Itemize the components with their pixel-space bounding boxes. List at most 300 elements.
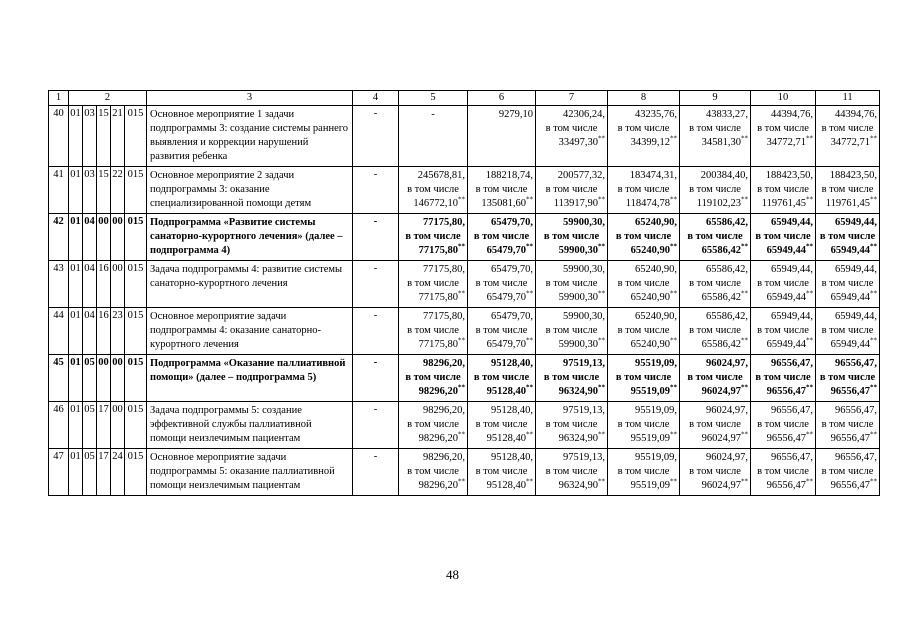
code-cell: 23: [111, 308, 125, 355]
amount-included-value: 96556,47: [766, 386, 807, 397]
amount-included-value: 65949,44: [766, 292, 807, 303]
in-total-label: в том числе: [543, 372, 600, 383]
amount-included-value: 34772,71: [766, 137, 807, 148]
in-total-label: в том числе: [407, 466, 459, 477]
amount-cell: [816, 261, 880, 308]
footnote-marker: **: [458, 289, 466, 298]
in-total-label: в том числе: [689, 466, 741, 477]
footnote-marker: **: [526, 336, 534, 345]
in-total-label: в том числе: [407, 184, 459, 195]
code-cell: 015: [125, 167, 147, 214]
amount-included: [610, 338, 677, 352]
footnote-marker: **: [526, 195, 534, 204]
footnote-marker: **: [670, 195, 678, 204]
in-total-label: в том числе: [689, 123, 741, 134]
footnote-marker: **: [670, 477, 678, 486]
in-total-label: в том числе: [821, 419, 874, 430]
amount-cell: [680, 449, 751, 496]
amount-total: 65949,44,: [835, 217, 878, 228]
footnote-marker: **: [806, 383, 814, 392]
amount-included-value: 65949,44: [766, 245, 807, 256]
footnote-marker: **: [741, 477, 749, 486]
amount-included-value: 34399,12: [630, 137, 671, 148]
table-row: [49, 214, 880, 261]
amount-cell: [608, 167, 680, 214]
in-total-label: в том числе: [687, 231, 743, 242]
amount-included-value: 95128,40: [486, 386, 527, 397]
footnote-marker: **: [670, 430, 678, 439]
in-total-label: в том числе: [757, 184, 809, 195]
column-4-value: -: [353, 214, 399, 261]
footnote-marker: **: [526, 289, 534, 298]
amount-included-value: 96556,47: [766, 433, 807, 444]
in-total-label: в том числе: [475, 325, 528, 336]
footnote-marker: **: [870, 242, 878, 251]
amount-included: [818, 291, 877, 305]
page-number: 48: [446, 567, 459, 582]
amount-cell: [680, 106, 751, 167]
amount-included: [818, 136, 877, 150]
amount-total: 98296,20,: [423, 358, 466, 369]
amount-total: 245678,81,: [417, 170, 466, 181]
column-4-value: -: [353, 167, 399, 214]
amount-included: [610, 244, 677, 258]
in-total-label: в том числе: [819, 231, 876, 242]
row-description: Основное мероприятие 1 задачи подпрограммы 3: создание системы раннего выявления и коррекции нарушений развития ребенка: [147, 106, 353, 167]
code-cell: 015: [125, 214, 147, 261]
amount-cell: [608, 402, 680, 449]
amount-cell: [680, 261, 751, 308]
amount-total: 97519,13,: [563, 452, 606, 463]
amount-included: [401, 479, 465, 493]
footnote-marker: **: [598, 336, 606, 345]
footnote-marker: **: [806, 477, 814, 486]
footnote-marker: **: [598, 477, 606, 486]
amount-included: [538, 479, 605, 493]
in-total-label: в том числе: [757, 123, 809, 134]
code-cell: 01: [69, 106, 83, 167]
amount-included-value: 65586,42: [701, 339, 742, 350]
footnote-marker: **: [870, 477, 878, 486]
amount-included: [401, 244, 465, 258]
row-number: 45: [49, 355, 69, 402]
amount-included: [682, 244, 748, 258]
code-cell: 17: [97, 402, 111, 449]
table-row: [49, 355, 880, 402]
in-total-label: в том числе: [543, 231, 600, 242]
amount-cell: [468, 355, 536, 402]
amount-total: 188423,50,: [829, 170, 878, 181]
amount-total: 98296,20,: [423, 452, 466, 463]
code-cell: 22: [111, 167, 125, 214]
amount-total: 200577,32,: [557, 170, 606, 181]
amount-included: [401, 291, 465, 305]
code-cell: 015: [125, 261, 147, 308]
amount-cell: [680, 402, 751, 449]
code-cell: 03: [83, 106, 97, 167]
in-total-label: в том числе: [617, 419, 670, 430]
amount-included-value: 65240,90: [630, 245, 671, 256]
in-total-label: в том числе: [821, 325, 874, 336]
amount-included: [818, 385, 877, 399]
footnote-marker: **: [458, 477, 466, 486]
in-total-label: в том числе: [617, 278, 670, 289]
table-row: [49, 449, 880, 496]
amount-total: 65949,44,: [835, 264, 878, 275]
code-cell: 015: [125, 308, 147, 355]
amount-included: [470, 197, 533, 211]
amount-cell: [680, 308, 751, 355]
amount-cell: [608, 355, 680, 402]
footnote-marker: **: [598, 195, 606, 204]
footnote-marker: **: [806, 289, 814, 298]
in-total-label: в том числе: [475, 419, 528, 430]
amount-total: 65586,42,: [706, 264, 749, 275]
amount-total: 77175,80,: [423, 311, 466, 322]
amount-included: [538, 385, 605, 399]
footnote-marker: **: [870, 383, 878, 392]
amount-included: [470, 432, 533, 446]
amount-cell: [816, 308, 880, 355]
amount-total: 77175,80,: [423, 264, 466, 275]
amount-total: 95128,40,: [491, 358, 534, 369]
amount-included-value: 59900,30: [558, 339, 599, 350]
row-number: 46: [49, 402, 69, 449]
footnote-marker: **: [806, 242, 814, 251]
amount-cell: [816, 214, 880, 261]
in-total-label: в том числе: [689, 419, 741, 430]
amount-included: [401, 385, 465, 399]
code-cell: 04: [83, 261, 97, 308]
row-number: 40: [49, 106, 69, 167]
amount-included-value: 77175,80: [418, 245, 459, 256]
code-cell: 01: [69, 167, 83, 214]
amount-included-value: 77175,80: [418, 292, 459, 303]
amount-included: [682, 432, 748, 446]
amount-total: 59900,30,: [563, 217, 606, 228]
code-cell: 015: [125, 402, 147, 449]
footnote-marker: **: [458, 383, 466, 392]
in-total-label: в том числе: [545, 419, 598, 430]
amount-included-value: 135081,60: [481, 198, 527, 209]
amount-included-value: 95519,09: [630, 386, 671, 397]
amount-cell: [536, 261, 608, 308]
code-cell: 01: [69, 308, 83, 355]
amount-included: [610, 432, 677, 446]
amount-included-value: 65479,70: [486, 339, 527, 350]
amount-cell: [536, 167, 608, 214]
row-number: 47: [49, 449, 69, 496]
in-total-label: в том числе: [819, 372, 876, 383]
amount-included: [818, 338, 877, 352]
footnote-marker: **: [526, 242, 534, 251]
in-total-label: в том числе: [545, 466, 598, 477]
code-cell: 01: [69, 449, 83, 496]
footnote-marker: **: [598, 134, 606, 143]
header-cell-4: 4: [353, 91, 399, 106]
amount-total: 183474,31,: [629, 170, 678, 181]
amount-included: [753, 136, 813, 150]
table-body: [49, 91, 880, 496]
amount-total: 188218,74,: [485, 170, 534, 181]
in-total-label: в том числе: [407, 325, 459, 336]
amount-included: [401, 338, 465, 352]
code-cell: 00: [111, 214, 125, 261]
amount-included-value: 65949,44: [766, 339, 807, 350]
amount-included: [753, 432, 813, 446]
header-cell-5: 5: [399, 91, 468, 106]
footnote-marker: **: [526, 477, 534, 486]
amount-included-value: 98296,20: [418, 480, 459, 491]
amount-included-value: 118474,78: [625, 198, 671, 209]
footnote-marker: **: [458, 195, 466, 204]
footnote-marker: **: [870, 195, 878, 204]
amount-included: [682, 338, 748, 352]
amount-cell: [751, 308, 816, 355]
amount-total: 95128,40,: [491, 405, 534, 416]
amount-included-value: 119761,45: [825, 198, 871, 209]
in-total-label: в том числе: [545, 325, 598, 336]
footnote-marker: **: [458, 430, 466, 439]
amount-included: [753, 197, 813, 211]
amount-included: [753, 385, 813, 399]
amount-included: [682, 136, 748, 150]
amount-included-value: 65240,90: [630, 339, 671, 350]
code-cell: 15: [97, 106, 111, 167]
header-cell-3: 3: [147, 91, 353, 106]
row-number: 44: [49, 308, 69, 355]
amount-included: [818, 244, 877, 258]
footnote-marker: **: [670, 289, 678, 298]
amount-total: 65479,70,: [491, 217, 534, 228]
amount-included-value: 96024,97: [701, 480, 742, 491]
code-cell: 00: [111, 402, 125, 449]
amount-total: 44394,76,: [835, 109, 878, 120]
amount-total: 97519,13,: [563, 358, 606, 369]
code-cell: 16: [97, 308, 111, 355]
amount-included-value: 113917,90: [553, 198, 599, 209]
amount-included-value: 65479,70: [486, 292, 527, 303]
code-cell: 04: [83, 214, 97, 261]
amount-cell: [399, 106, 468, 167]
amount-cell: [816, 355, 880, 402]
code-cell: 015: [125, 355, 147, 402]
amount-total: 77175,80,: [423, 217, 466, 228]
amount-total: 95519,09,: [635, 405, 678, 416]
code-cell: 15: [97, 167, 111, 214]
amount-total: 96556,47,: [835, 358, 878, 369]
amount-total: 59900,30,: [563, 264, 606, 275]
code-cell: 24: [111, 449, 125, 496]
amount-included: [610, 197, 677, 211]
amount-included: [682, 291, 748, 305]
amount-total: 65240,90,: [635, 264, 678, 275]
code-cell: 015: [125, 449, 147, 496]
table-row: [49, 261, 880, 308]
amount-included-value: 59900,30: [558, 245, 599, 256]
amount-cell: [680, 355, 751, 402]
amount-included: [753, 244, 813, 258]
amount-cell: [399, 308, 468, 355]
amount-included: [538, 291, 605, 305]
amount-cell: [608, 261, 680, 308]
amount-total: 96024,97,: [706, 452, 749, 463]
footnote-marker: **: [458, 336, 466, 345]
budget-table: [48, 90, 880, 496]
amount-included-value: 65949,44: [830, 245, 871, 256]
code-cell: 01: [69, 402, 83, 449]
code-cell: 00: [111, 355, 125, 402]
footnote-marker: **: [741, 336, 749, 345]
amount-total: 98296,20,: [423, 405, 466, 416]
in-total-label: в том числе: [757, 325, 809, 336]
row-number: 41: [49, 167, 69, 214]
footnote-marker: **: [598, 383, 606, 392]
amount-included-value: 34772,71: [830, 137, 871, 148]
amount-total: 96556,47,: [771, 452, 814, 463]
footnote-marker: **: [670, 336, 678, 345]
amount-total: 95519,09,: [635, 452, 678, 463]
code-cell: 05: [83, 449, 97, 496]
amount-included: [610, 479, 677, 493]
amount-included: [753, 291, 813, 305]
code-cell: 015: [125, 106, 147, 167]
in-total-label: в том числе: [821, 184, 874, 195]
amount-total: 96556,47,: [771, 405, 814, 416]
amount-cell: [399, 355, 468, 402]
header-cell-6: 6: [468, 91, 536, 106]
amount-cell: [751, 214, 816, 261]
amount-total: 44394,76,: [771, 109, 814, 120]
amount-included-value: 59900,30: [558, 292, 599, 303]
footnote-marker: **: [741, 134, 749, 143]
amount-cell: [399, 167, 468, 214]
footnote-marker: **: [870, 430, 878, 439]
amount-included-value: 65479,70: [486, 245, 527, 256]
code-cell: 03: [83, 167, 97, 214]
footnote-marker: **: [598, 289, 606, 298]
amount-cell: [608, 214, 680, 261]
amount-cell: [751, 355, 816, 402]
column-4-value: -: [353, 355, 399, 402]
in-total-label: в том числе: [755, 231, 811, 242]
code-cell: 04: [83, 308, 97, 355]
amount-included: [470, 244, 533, 258]
in-total-label: в том числе: [545, 278, 598, 289]
in-total-label: в том числе: [545, 184, 598, 195]
amount-included-value: 96324,90: [558, 386, 599, 397]
in-total-label: в том числе: [545, 123, 598, 134]
in-total-label: в том числе: [617, 325, 670, 336]
amount-cell: [536, 449, 608, 496]
in-total-label: в том числе: [615, 372, 672, 383]
amount-included-value: 33497,30: [558, 137, 599, 148]
in-total-label: в том числе: [821, 466, 874, 477]
in-total-label: в том числе: [757, 419, 809, 430]
amount-total: 65240,90,: [635, 311, 678, 322]
in-total-label: в том числе: [821, 278, 874, 289]
footnote-marker: **: [670, 134, 678, 143]
amount-cell: [399, 261, 468, 308]
amount-total: 65949,44,: [771, 311, 814, 322]
footnote-marker: **: [670, 383, 678, 392]
amount-cell: [468, 308, 536, 355]
amount-included-value: 146772,10: [413, 198, 459, 209]
footnote-marker: **: [741, 430, 749, 439]
amount-included-value: 77175,80: [418, 339, 459, 350]
amount-included: [682, 479, 748, 493]
column-4-value: -: [353, 449, 399, 496]
amount-included-value: 98296,20: [418, 433, 459, 444]
header-cell-2: 2: [69, 91, 147, 106]
footnote-marker: **: [526, 383, 534, 392]
amount-total: 43833,27,: [706, 109, 749, 120]
footnote-marker: **: [870, 134, 878, 143]
row-description: Основное мероприятие задачи подпрограммы 4: оказание санаторно-курортного лечения: [147, 308, 353, 355]
amount-included: [610, 291, 677, 305]
row-description: Основное мероприятие задачи подпрограммы 5: оказание паллиативной помощи неизлечимым пациентам: [147, 449, 353, 496]
amount-cell: [468, 449, 536, 496]
amount-total: 188423,50,: [765, 170, 814, 181]
amount-cell: [468, 106, 536, 167]
amount-included-value: 119102,23: [696, 198, 742, 209]
amount-cell: [536, 106, 608, 167]
header-cell-8: 8: [608, 91, 680, 106]
amount-included: [682, 197, 748, 211]
amount-included-value: 96556,47: [830, 480, 871, 491]
amount-total: 96024,97,: [706, 405, 749, 416]
header-cell-1: 1: [49, 91, 69, 106]
in-total-label: в том числе: [755, 372, 811, 383]
footnote-marker: **: [598, 430, 606, 439]
row-description: Задача подпрограммы 5: создание эффективной службы паллиативной помощи неизлечимым пациентам: [147, 402, 353, 449]
amount-included: [538, 244, 605, 258]
footnote-marker: **: [670, 242, 678, 251]
amount-included-value: 95519,09: [630, 433, 671, 444]
amount-included-value: 96556,47: [830, 433, 871, 444]
footnote-marker: **: [741, 242, 749, 251]
row-description: Подпрограмма «Оказание паллиативной помощи» (далее – подпрограмма 5): [147, 355, 353, 402]
footnote-marker: **: [741, 289, 749, 298]
code-cell: 05: [83, 355, 97, 402]
amount-included: [470, 291, 533, 305]
row-description: Подпрограмма «Развитие системы санаторно-курортного лечения» (далее – подпрограмма 4): [147, 214, 353, 261]
code-cell: 00: [97, 355, 111, 402]
code-cell: 01: [69, 355, 83, 402]
amount-total: 95519,09,: [635, 358, 678, 369]
amount-cell: [608, 106, 680, 167]
in-total-label: в том числе: [407, 419, 459, 430]
amount-included: [818, 197, 877, 211]
footnote-marker: **: [598, 242, 606, 251]
column-4-value: -: [353, 308, 399, 355]
amount-cell: [468, 261, 536, 308]
footnote-marker: **: [741, 195, 749, 204]
amount-total: 96556,47,: [771, 358, 814, 369]
in-total-label: в том числе: [689, 278, 741, 289]
code-cell: 21: [111, 106, 125, 167]
in-total-label: в том числе: [473, 231, 530, 242]
header-row: [49, 91, 880, 106]
code-cell: 01: [69, 214, 83, 261]
amount-cell: [468, 402, 536, 449]
amount-included: [610, 136, 677, 150]
amount-cell: [816, 167, 880, 214]
row-number: 42: [49, 214, 69, 261]
amount-total: 59900,30,: [563, 311, 606, 322]
amount-included-value: 65586,42: [701, 292, 742, 303]
in-total-label: в том числе: [617, 123, 670, 134]
